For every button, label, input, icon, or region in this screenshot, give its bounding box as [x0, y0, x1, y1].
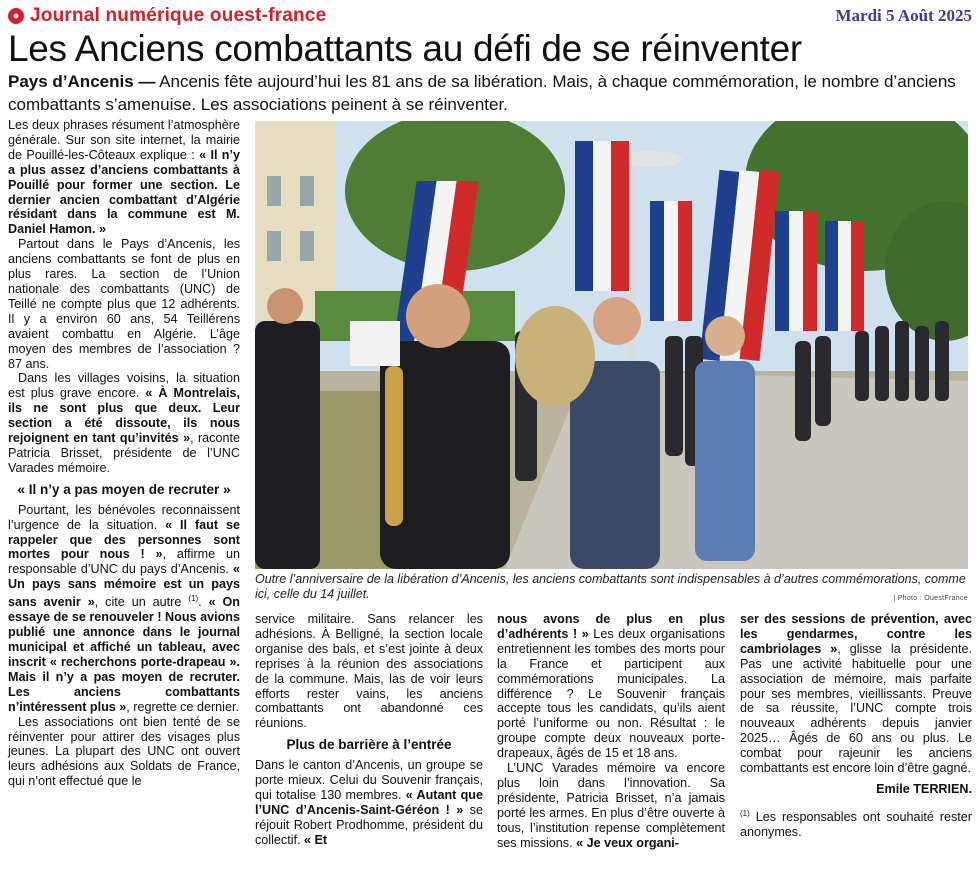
- author-signature: Emile TERRIEN.: [876, 781, 972, 796]
- article-column-3: [497, 612, 725, 851]
- chapo: [8, 70, 972, 116]
- brand[interactable]: [8, 5, 326, 27]
- chapo-text: Ancenis fête aujourd’hui les 81 ans de sa libération. Mais, à chaque commémoration, le nombre d’anciens combattants s’amenuise. Les associations peinent à se réinventer.: [8, 72, 956, 114]
- paragraph: Dans les villages voisins, la situation est plus grave encore. « À Montrelais, ils ne sont plus que deux. Leur section a été dissoute, ils nous rejoignent en tant qu’invités », raconte Patricia Brisset, présidente de l’UNC Varades mémoire.: [8, 371, 240, 475]
- paragraph: Les associations ont bien tenté de se réinventer pour attirer des visages plus jeunes. La plupart des UNC ont ouvert leurs adhésions aux Soldats de France, qui n’ont effectué que le: [8, 714, 240, 789]
- footnote: $^{(1)}$ Les responsables ont souhaité rester anonymes.: [740, 808, 972, 839]
- publication-date: Mardi 5 Août 2025: [835, 6, 972, 25]
- article-column-1: [8, 118, 240, 789]
- chapo-place: Pays d’Ancenis —: [8, 72, 156, 91]
- photo-caption: Outre l’anniversaire de la libération d’Ancenis, les anciens combattants sont indispensables à d’autres commémorations, comme ici, celle du 14 juillet.: [255, 572, 966, 601]
- subheading: Plus de barrière à l’entrée: [286, 737, 452, 753]
- paragraph: Les deux phrases résument l’atmosphère générale. Sur son site internet, la mairie de Pouillé-les-Côteaux explique : « Il n’y a plus assez d’anciens combattants à Pouillé pour former une section. Le dernier ancien combattant d’Algérie résidant dans la commune est M. Daniel Hamon. »: [8, 118, 240, 237]
- parade-illustration: [255, 121, 968, 569]
- paragraph: service militaire. Sans relancer les adhésions. À Belligné, la section locale organise des bals, et s’est jointe à deux reprises à la réunion des associations de la commune. Mais, las de voir leurs efforts rester vains, les anciens combattants ont abandonné ces réunions.: [255, 612, 483, 731]
- paragraph: ser des sessions de prévention, avec les gendarmes, contre les cambriolages », glisse la présidente. Pas une activité habituelle pour une association de mémoire, mais parfaite pour ses membres, vieillissants. Preuve de sa réussite, l’UNC compte trois nouveaux adhérents depuis janvier 2025… Âgés de 60 ans ou plus. Le combat pour rajeunir les anciens combattants est encore loin d’être gagné.: [740, 612, 972, 776]
- masthead: [8, 3, 972, 29]
- article-photo: [255, 121, 968, 569]
- photo-credit: | Photo : OuestFrance: [893, 595, 968, 602]
- ouest-france-logo-icon: ●: [8, 8, 24, 24]
- paragraph: nous avons de plus en plus d’adhérents ! » Les deux organisations entretiennent les tombes des morts pour la France et participent aux commémorations municipales. La différence ? Le Souvenir français accepte tous les candidats, qu’ils aient porté l’uniforme ou non. Résultat : le groupe compte deux nouveaux porte-drapeaux, âgés de 15 et 18 ans.: [497, 612, 725, 761]
- article-column-4: [740, 612, 972, 840]
- headline: Les Anciens combattants au défi de se réinventer: [8, 28, 802, 69]
- brand-name: Journal numérique ouest-france: [30, 5, 327, 26]
- paragraph: Partout dans le Pays d’Ancenis, les anciens combattants se font de plus en plus rares. La section de l’Union nationale des combattants (UNC) de Teillé ne compte plus que 12 adhérents. Il y a environ 60 ans, 54 Teillérens avaient combattu en Algérie. L’âge moyen des membres de l’association ? 87 ans.: [8, 237, 240, 371]
- paragraph: Dans le canton d’Ancenis, un groupe se porte mieux. Celui du Souvenir français, qui totalise 130 membres. « Autant que l’UNC d’Ancenis-Saint-Géréon ! » se réjouit Robert Prodhomme, président du collectif. « Et: [255, 758, 483, 847]
- paragraph: L’UNC Varades mémoire va encore plus loin dans l’innovation. Sa présidente, Patricia Brisset, n’a jamais porté les armes. En plus d’être ouverte à tous, l’institution repense complètement ses missions. « Je veux organi-: [497, 761, 725, 850]
- article-column-2: [255, 612, 483, 848]
- paragraph: Pourtant, les bénévoles reconnaissent l’urgence de la situation. « Il faut se rappeler que des personnes sont mortes pour nous ! », affirme un responsable d’UNC du pays d’Ancenis. « Un pays sans mémoire est un pays sans avenir », cite un autre $^{(1)}$. « On essaye de se renouveler ! Nous avions publié une annonce dans le journal municipal et affiché un tableau, avec inscrit « recherchons porte-drapeau ». Mais il n’y a pas moyen de recruter. Les anciens combattants n’intéressent plus », regrette ce dernier.: [8, 502, 241, 714]
- subheading: « Il n’y a pas moyen de recruter »: [17, 481, 231, 497]
